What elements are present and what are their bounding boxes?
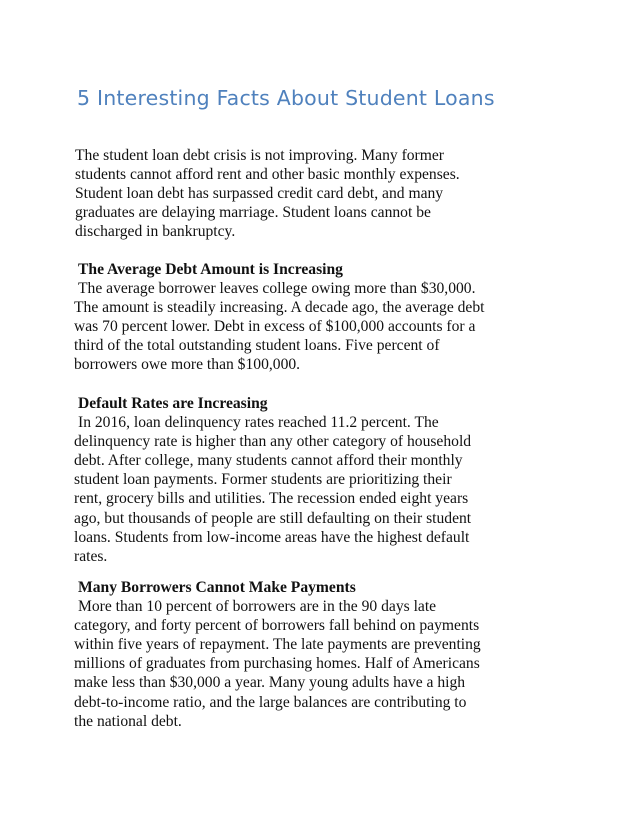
section-line: millions of graduates from purchasing homes. Half of Americans	[74, 655, 480, 673]
intro-line: students cannot afford rent and other basic monthly expenses.	[75, 166, 460, 184]
section-line: debt-to-income ratio, and the large balances are contributing to	[74, 693, 467, 711]
section-line: In 2016, loan delinquency rates reached 11.2 percent. The	[78, 414, 439, 432]
intro-line: graduates are delaying marriage. Student loans cannot be	[75, 204, 431, 222]
intro-line: discharged in bankruptcy.	[75, 223, 236, 241]
section-line: category, and forty percent of borrowers fall behind on payments	[74, 617, 480, 635]
section-body	[74, 279, 574, 374]
section-line: ago, but thousands of people are still defaulting on their student	[74, 509, 472, 527]
section-heading: Many Borrowers Cannot Make Payments	[78, 579, 356, 596]
section-line: More than 10 percent of borrowers are in the 90 days late	[78, 598, 437, 616]
section-line: The average borrower leaves college owing more than $30,000.	[78, 280, 476, 298]
section-line: student loan payments. Former students are prioritizing their	[74, 471, 452, 489]
section-line: loans. Students from low-income areas have the highest default	[74, 528, 470, 546]
section-borrowers-payments	[74, 578, 574, 731]
section-line: was 70 percent lower. Debt in excess of $100,000 accounts for a	[74, 318, 476, 336]
section-heading: Default Rates are Increasing	[78, 395, 268, 412]
section-line: third of the total outstanding student loans. Five percent of	[74, 337, 440, 355]
section-line: within five years of repayment. The late payments are preventing	[74, 636, 481, 654]
section-body	[74, 597, 574, 731]
section-line: rent, grocery bills and utilities. The recession ended eight years	[74, 490, 469, 508]
intro-paragraph	[75, 146, 575, 241]
section-line: rates.	[74, 547, 108, 565]
section-average-debt	[74, 260, 574, 375]
section-line: debt. After college, many students cannot afford their monthly	[74, 452, 463, 470]
intro-line: The student loan debt crisis is not improving. Many former	[75, 147, 444, 164]
section-line: The amount is steadily increasing. A decade ago, the average debt	[74, 299, 485, 317]
section-line: delinquency rate is higher than any other category of household	[74, 433, 472, 451]
section-default-rates	[74, 394, 574, 566]
section-line: make less than $30,000 a year. Many young adults have a high	[74, 674, 466, 692]
section-body	[74, 413, 574, 566]
document-title: 5 Interesting Facts About Student Loans	[77, 86, 495, 110]
intro-line: Student loan debt has surpassed credit card debt, and many	[75, 185, 444, 203]
section-line: the national debt.	[74, 712, 182, 730]
section-line: borrowers owe more than $100,000.	[74, 356, 301, 374]
section-heading: The Average Debt Amount is Increasing	[78, 261, 343, 278]
